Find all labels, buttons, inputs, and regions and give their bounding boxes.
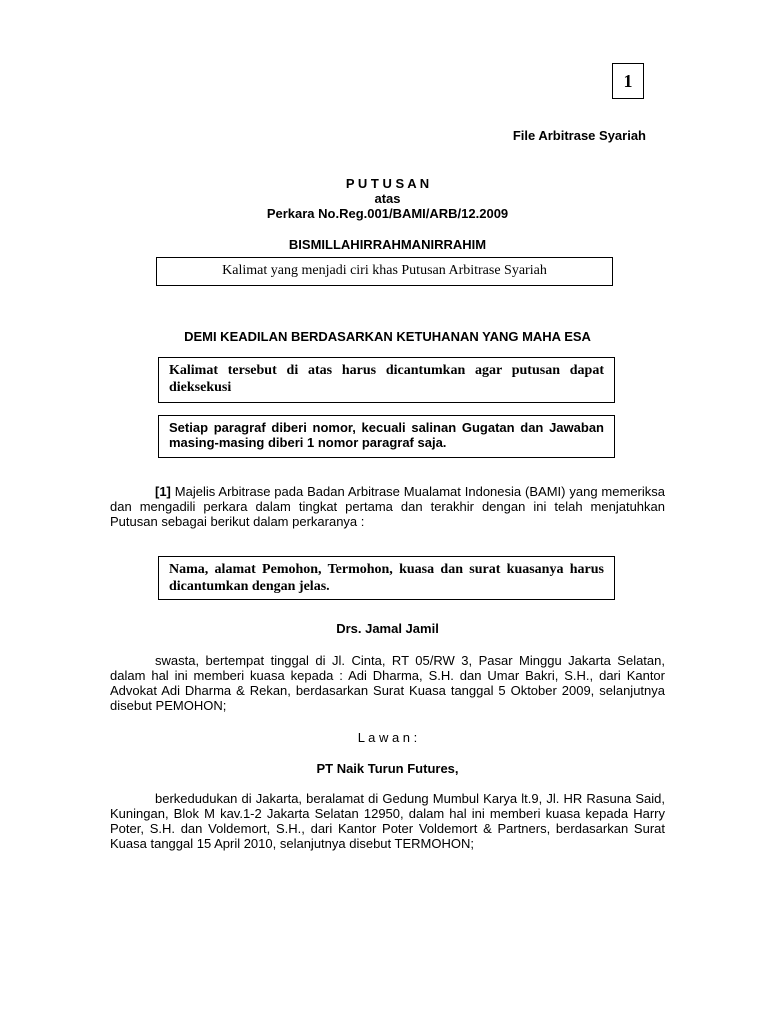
- lawan-label: L a w a n :: [357, 730, 418, 745]
- case-number: Perkara No.Reg.001/BAMI/ARB/12.2009: [266, 206, 509, 221]
- demi-keadilan-heading: DEMI KEADILAN BERDASARKAN KETUHANAN YANG MAHA ESA: [184, 329, 591, 344]
- termohon-description: [110, 791, 665, 851]
- paragraph-1-text: Majelis Arbitrase pada Badan Arbitrase Mualamat Indonesia (BAMI) yang memeriksa dan mengadili perkara dalam tingkat pertama dan terakhir dengan ini telah menjatuhkan Putusan sebagai berikut dalam perkaranya :: [110, 484, 665, 529]
- note-ciri-khas: [156, 257, 613, 286]
- page-number: 1: [623, 70, 633, 91]
- pemohon-name: Drs. Jamal Jamil: [336, 621, 439, 636]
- note-dieksekusi-text: Kalimat tersebut di atas harus dicantumkan agar putusan dapat dieksekusi: [169, 363, 604, 395]
- termohon-description-text: berkedudukan di Jakarta, beralamat di Gedung Mumbul Karya lt.9, Jl. HR Rasuna Said, Kuningan, Blok M kav.1-2 Jakarta Selatan 12950, dalam hal ini memberi kuasa kepada Harry Poter, S.H. dan Voldemort, S.H., dari Kantor Poter Voldemort & Partners, berdasarkan Surat Kuasa tanggal 15 April 2010, selanjutnya disebut TERMOHON;: [110, 791, 665, 851]
- basmalah-heading: BISMILLAHIRRAHMANIRRAHIM: [288, 237, 487, 252]
- paragraph-1: [110, 484, 665, 529]
- note-ciri-khas-text: Kalimat yang menjadi ciri khas Putusan Arbitrase Syariah: [222, 263, 547, 278]
- decision-subtitle: atas: [374, 191, 401, 206]
- note-nama-alamat-text: Nama, alamat Pemohon, Termohon, kuasa dan surat kuasanya harus dicantumkan dengan jelas.: [169, 562, 604, 594]
- note-paragraf-text: Setiap paragraf diberi nomor, kecuali salinan Gugatan dan Jawaban masing-masing diberi 1 nomor paragraf saja.: [169, 420, 604, 450]
- note-dieksekusi: [158, 357, 615, 403]
- termohon-name: PT Naik Turun Futures,: [316, 761, 459, 776]
- pemohon-description: [110, 653, 665, 713]
- file-label: File Arbitrase Syariah: [512, 128, 646, 143]
- page-number-box: [612, 63, 644, 99]
- note-nama-alamat: [158, 556, 615, 600]
- pemohon-description-text: swasta, bertempat tinggal di Jl. Cinta, RT 05/RW 3, Pasar Minggu Jakarta Selatan, dalam hal ini memberi kuasa kepada : Adi Dharma, S.H. dan Umar Bakri, S.H., dari Kantor Advokat Adi Dharma & Rekan, berdasarkan Surat Kuasa tanggal 5 Oktober 2009, selanjutnya disebut PEMOHON;: [110, 653, 665, 713]
- paragraph-number: [1]: [155, 484, 171, 499]
- note-paragraf: [158, 415, 615, 458]
- decision-title: P U T U S A N: [345, 176, 430, 191]
